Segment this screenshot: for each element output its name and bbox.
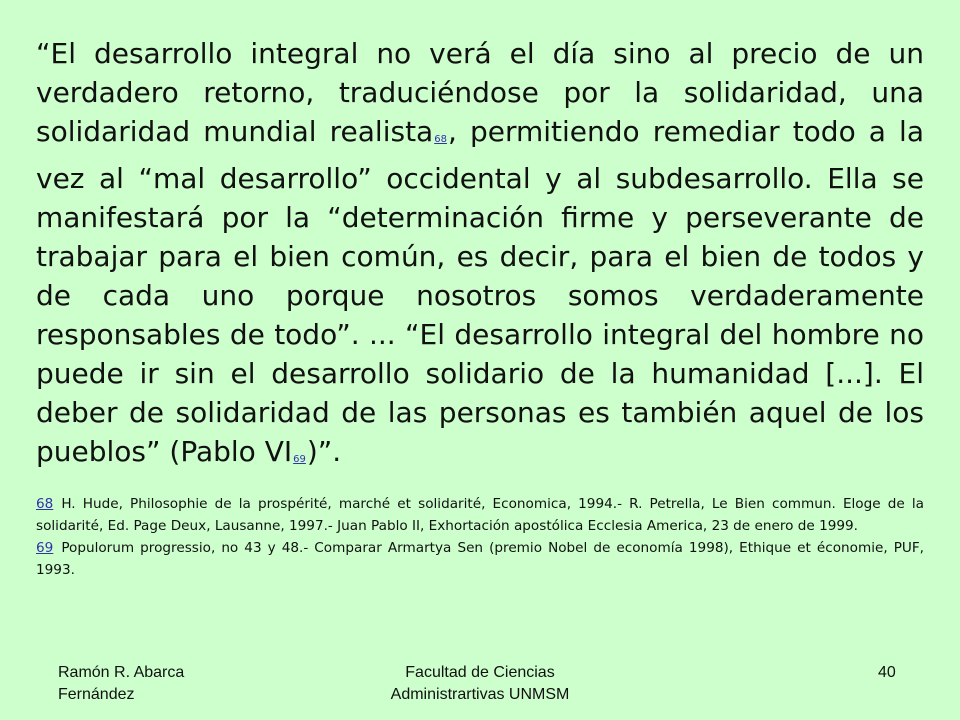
footnote-text-69: Populorum progressio, no 43 y 48.- Comparar Armartya Sen (premio Nobel de economía 1998), Ethique et économie, PUF, 1993. (36, 540, 924, 578)
footer-institution-line2: Administrartivas UNMSM (390, 686, 570, 703)
footnote-text-68: H. Hude, Philosophie de la prospérité, marché et solidarité, Economica, 1994.- R. Petrella, Le Bien commun. Eloge de la solidarité, Ed. Page Deux, Lausanne, 1997.- Juan Pablo II, Exhortación apostólica Ecclesia America, 23 de enero de 1999. (36, 496, 924, 534)
footnote-link-68[interactable]: 68 (36, 496, 54, 512)
footer-page-number: 40 (878, 664, 896, 681)
quote-paragraph (36, 34, 924, 479)
quote-text-part3: )”. (306, 435, 342, 468)
footnote-ref-69[interactable]: 69 (293, 454, 306, 465)
footer-author-line1: Ramón R. Abarca (58, 664, 185, 681)
footnote-ref-68[interactable]: 68 (434, 134, 447, 145)
footer-institution-line1: Facultad de Ciencias (405, 664, 555, 681)
footnote-link-69[interactable]: 69 (36, 540, 54, 556)
footnotes (36, 493, 924, 581)
quote-text-part1: “El desarrollo integral no verá el día sino al precio de un verdadero retorno, traduciéndose por la solidaridad, una solidaridad mundial realista (36, 37, 924, 148)
footer-author-line2: Fernández (58, 686, 135, 703)
footer-author (58, 662, 258, 706)
footnote-68 (36, 493, 924, 537)
footnote-69 (36, 537, 924, 581)
quote-text-part2: , permitiendo remediar todo a la vez al “mal desarrollo” occidental y al subdesarrollo. Ella se manifestará por la “determinación firme y perseverante de trabajar para el bien común, es decir, para el bien de todos y de cada uno porque nosotros somos verdaderamente responsables de todo”. ... “El desarrollo integral del hombre no puede ir sin el desarrollo solidario de la humanidad [...]. El deber de solidaridad de las personas es también aquel de los pueblos” (Pablo VI (36, 115, 924, 468)
footer-institution (330, 662, 630, 706)
